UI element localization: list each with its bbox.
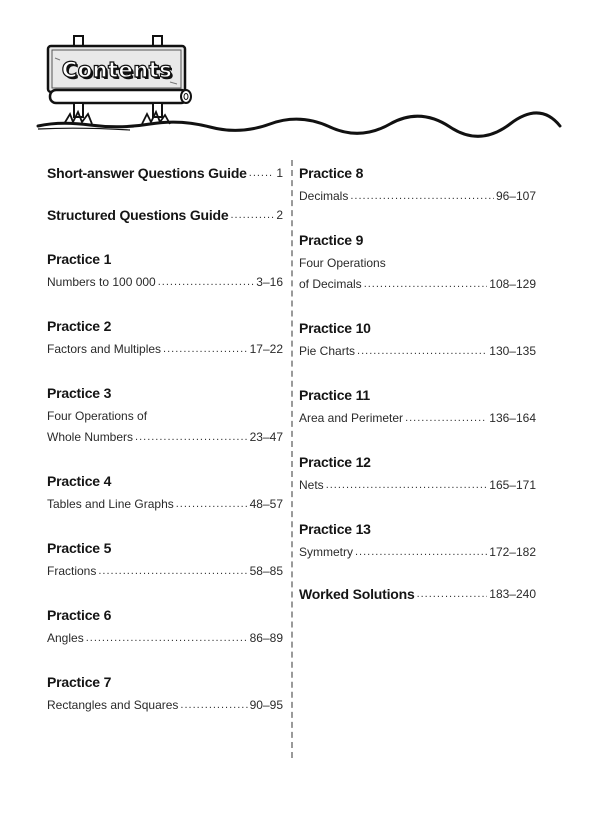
entry-topic-line1: Four Operations bbox=[299, 256, 386, 270]
page-range: 165–171 bbox=[489, 478, 536, 492]
leader-dots bbox=[98, 561, 247, 582]
page-title: Contents bbox=[61, 58, 173, 82]
entry-label: Structured Questions Guide bbox=[47, 207, 229, 223]
leader-dots bbox=[405, 408, 487, 429]
entry-topic: Symmetry bbox=[299, 545, 353, 559]
entry-topic: of Decimals bbox=[299, 277, 362, 291]
toc-entry-practice-4[interactable] bbox=[47, 494, 283, 515]
page-range: 17–22 bbox=[249, 342, 283, 356]
page-range: 130–135 bbox=[489, 344, 536, 358]
entry-topic: Decimals bbox=[299, 189, 349, 203]
column-divider bbox=[291, 160, 293, 758]
practice-heading: Practice 11 bbox=[299, 387, 370, 403]
practice-heading: Practice 8 bbox=[299, 165, 364, 181]
leader-dots bbox=[231, 204, 275, 226]
toc-entry-practice-8[interactable] bbox=[299, 186, 536, 207]
toc-entry-practice-10[interactable] bbox=[299, 341, 536, 362]
page-range: 96–107 bbox=[495, 189, 536, 203]
contents-left-column bbox=[47, 162, 283, 716]
entry-topic: Numbers to 100 000 bbox=[47, 275, 156, 289]
ground-line bbox=[38, 113, 560, 136]
practice-heading: Practice 10 bbox=[299, 320, 371, 336]
practice-heading: Practice 5 bbox=[47, 540, 112, 556]
toc-entry-short-answer-guide[interactable] bbox=[47, 162, 283, 184]
toc-entry-practice-12[interactable] bbox=[299, 475, 536, 496]
entry-label: Short-answer Questions Guide bbox=[47, 165, 247, 181]
leader-dots bbox=[180, 695, 247, 716]
entry-topic: Rectangles and Squares bbox=[47, 698, 179, 712]
toc-entry-practice-9[interactable] bbox=[299, 274, 536, 295]
page-range: 183–240 bbox=[489, 587, 536, 601]
page-range: 58–85 bbox=[249, 564, 283, 578]
practice-heading: Practice 7 bbox=[47, 674, 112, 690]
entry-topic: Angles bbox=[47, 631, 84, 645]
practice-heading: Practice 3 bbox=[47, 385, 112, 401]
page-number: 2 bbox=[276, 208, 283, 222]
leader-dots bbox=[350, 186, 494, 207]
leader-dots bbox=[135, 427, 248, 448]
leader-dots bbox=[249, 162, 275, 184]
practice-heading: Practice 12 bbox=[299, 454, 371, 470]
page-range: 3–16 bbox=[256, 275, 283, 289]
entry-topic: Tables and Line Graphs bbox=[47, 497, 174, 511]
toc-entry-practice-6[interactable] bbox=[47, 628, 283, 649]
leader-dots bbox=[357, 341, 487, 362]
sign-log bbox=[50, 90, 187, 103]
contents-right-column bbox=[299, 162, 536, 605]
contents-header bbox=[0, 0, 600, 140]
toc-entry-practice-5[interactable] bbox=[47, 561, 283, 582]
leader-dots bbox=[158, 272, 255, 293]
practice-heading: Practice 4 bbox=[47, 473, 112, 489]
toc-entry-practice-13[interactable] bbox=[299, 542, 536, 563]
entry-label: Worked Solutions bbox=[299, 586, 415, 602]
practice-heading: Practice 13 bbox=[299, 521, 371, 537]
page-range: 108–129 bbox=[489, 277, 536, 291]
leader-dots bbox=[86, 628, 248, 649]
leader-dots bbox=[364, 274, 488, 295]
page-range: 86–89 bbox=[249, 631, 283, 645]
page-range: 172–182 bbox=[489, 545, 536, 559]
toc-entry-practice-7[interactable] bbox=[47, 695, 283, 716]
practice-heading: Practice 6 bbox=[47, 607, 112, 623]
leader-dots bbox=[417, 583, 488, 605]
practice-heading: Practice 2 bbox=[47, 318, 112, 334]
toc-entry-practice-1[interactable] bbox=[47, 272, 283, 293]
entry-topic: Nets bbox=[299, 478, 324, 492]
page-range: 48–57 bbox=[249, 497, 283, 511]
leader-dots bbox=[355, 542, 487, 563]
practice-heading: Practice 1 bbox=[47, 251, 112, 267]
entry-topic: Area and Perimeter bbox=[299, 411, 404, 425]
practice-heading: Practice 9 bbox=[299, 232, 364, 248]
leader-dots bbox=[326, 475, 488, 496]
toc-entry-structured-guide[interactable] bbox=[47, 204, 283, 226]
entry-topic: Fractions bbox=[47, 564, 97, 578]
entry-topic: Whole Numbers bbox=[47, 430, 134, 444]
entry-topic: Factors and Multiples bbox=[47, 342, 162, 356]
toc-entry-practice-3[interactable] bbox=[47, 427, 283, 448]
page-range: 90–95 bbox=[249, 698, 283, 712]
page-range: 136–164 bbox=[489, 411, 536, 425]
leader-dots bbox=[176, 494, 248, 515]
page-number: 1 bbox=[276, 166, 283, 180]
entry-topic: Pie Charts bbox=[299, 344, 356, 358]
toc-entry-practice-2[interactable] bbox=[47, 339, 283, 360]
page-range: 23–47 bbox=[249, 430, 283, 444]
toc-entry-practice-11[interactable] bbox=[299, 408, 536, 429]
toc-entry-worked-solutions[interactable] bbox=[299, 583, 536, 605]
leader-dots bbox=[163, 339, 248, 360]
entry-topic-line1: Four Operations of bbox=[47, 409, 148, 423]
